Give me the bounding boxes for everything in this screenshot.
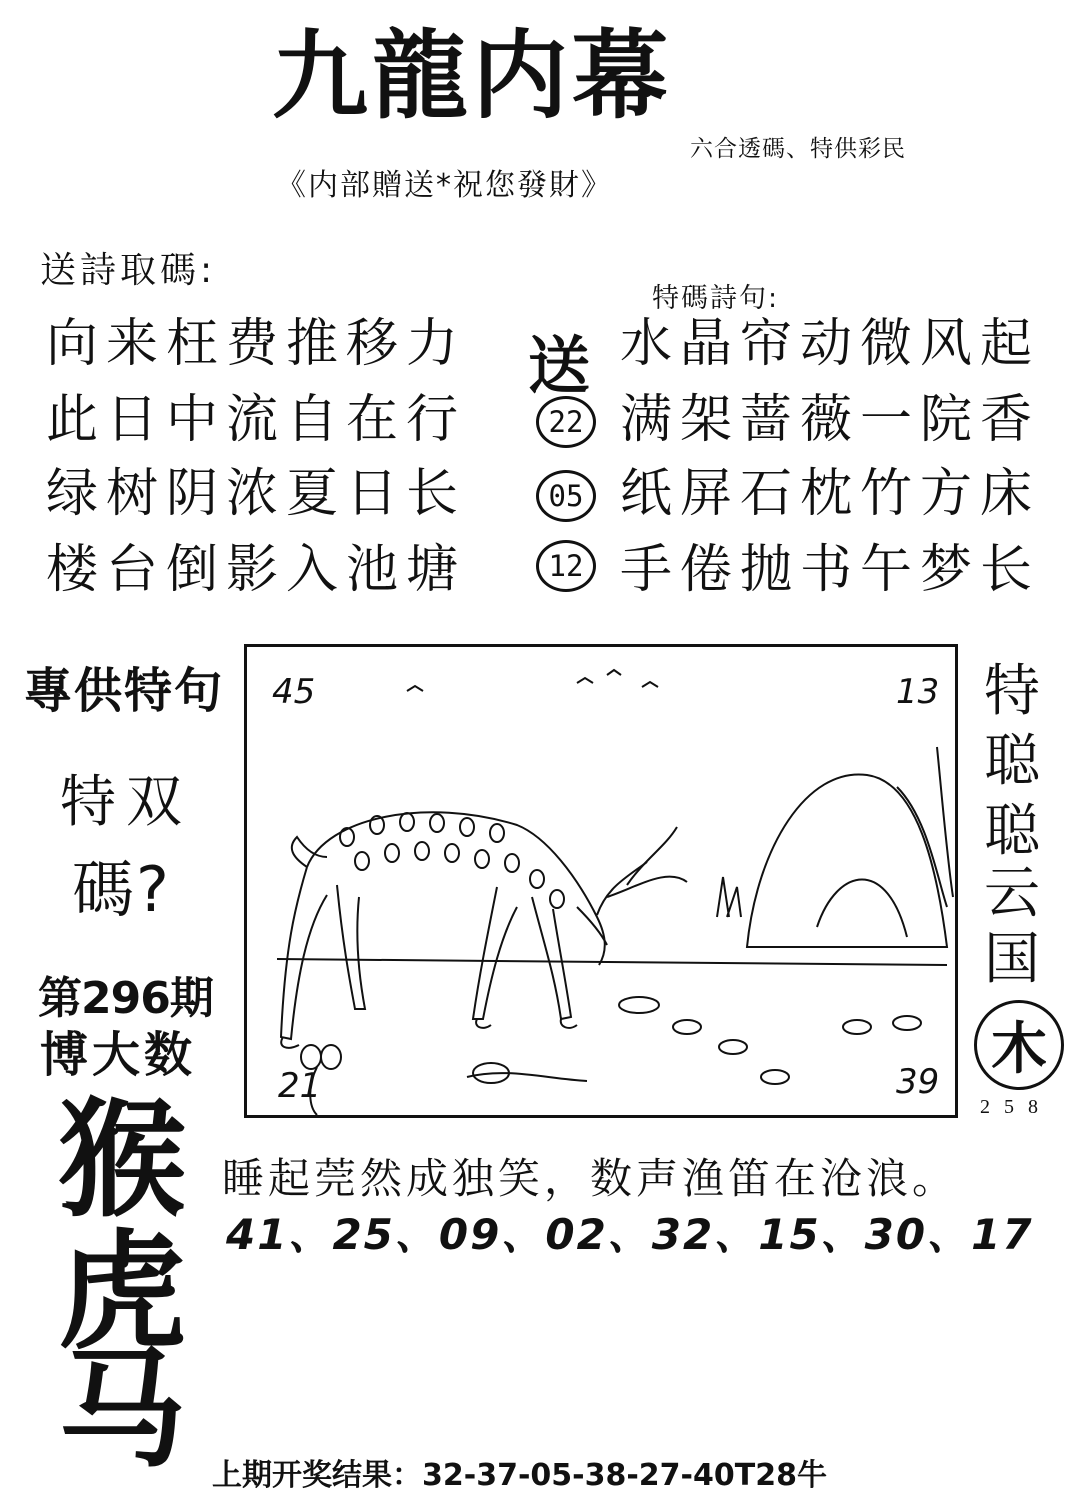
circled-number-1: 22 xyxy=(536,396,596,448)
question-label: 碼? xyxy=(72,853,171,926)
zodiac-2: 虎 xyxy=(58,1217,187,1367)
right-char-2: 聪 xyxy=(984,729,1040,794)
page-title: 九龍内幕 xyxy=(272,19,672,132)
tagline: 六合透碼、特供彩民 xyxy=(690,136,906,162)
special-label: 專供特句 xyxy=(24,663,225,719)
corner-number-bottom-left: 21 xyxy=(278,1066,322,1106)
poem-line-3: 绿树阴浓夏日长 xyxy=(46,464,467,524)
digit-hint: 博大数 xyxy=(40,1027,197,1083)
code-line-3: 纸屏石枕竹方床 xyxy=(620,464,1041,524)
subtitle: 《内部贈送*祝您發財》 xyxy=(276,168,613,203)
poem-line-1: 向来枉费推移力 xyxy=(46,314,467,374)
right-char-1: 特 xyxy=(984,659,1040,724)
right-char-5: 国 xyxy=(984,927,1040,992)
poem-line-2: 此日中流自在行 xyxy=(46,390,467,450)
element-numbers: 258 xyxy=(980,1096,1052,1118)
code-line-1: 水晶帘动微风起 xyxy=(620,314,1041,374)
corner-number-bottom-right: 39 xyxy=(896,1062,940,1102)
deer-drawing xyxy=(247,647,955,1115)
corner-number-top-left: 45 xyxy=(272,672,316,712)
right-char-3: 聪 xyxy=(984,799,1040,864)
right-char-4: 云 xyxy=(984,861,1040,926)
code-section-label: 特碼詩句: xyxy=(652,283,780,314)
number-list: 41、25、09、02、32、15、30、17 xyxy=(226,1210,1034,1259)
last-result: 上期开奖结果：32-37-05-38-27-40T28牛 xyxy=(212,1458,827,1493)
circled-number-3: 12 xyxy=(536,540,596,592)
bottom-poem: 睡起莞然成独笑，数声渔笛在沧浪。 xyxy=(222,1154,959,1203)
poem-line-4: 楼台倒影入池塘 xyxy=(46,540,467,600)
code-line-4: 手倦抛书午梦长 xyxy=(620,540,1041,600)
issue-number: 第296期 xyxy=(38,973,213,1024)
zodiac-3: 马 xyxy=(58,1335,187,1485)
corner-number-top-right: 13 xyxy=(896,672,940,712)
circled-number-2: 05 xyxy=(536,470,596,522)
code-line-2: 满架蔷薇一院香 xyxy=(620,390,1041,450)
send-mark: 送 xyxy=(528,329,591,402)
double-label: 特双 xyxy=(60,770,192,835)
zodiac-1: 猴 xyxy=(58,1085,187,1235)
element-badge: 木 xyxy=(974,1000,1064,1090)
deer-illustration xyxy=(244,644,958,1118)
poem-section-label: 送詩取碼: xyxy=(40,250,217,291)
